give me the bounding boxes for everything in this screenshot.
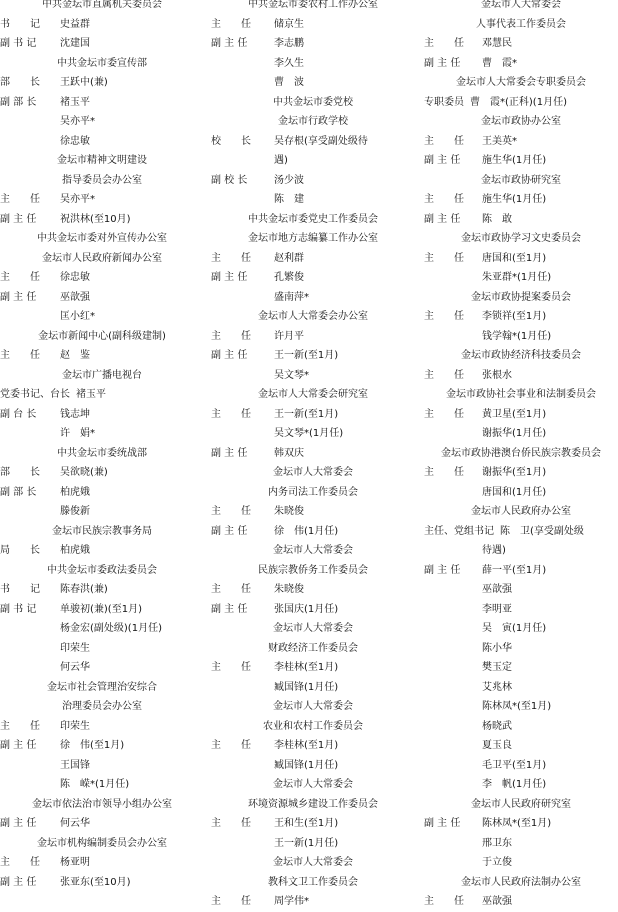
- position-entry: [424, 132, 618, 152]
- position-entry-continued: [211, 834, 415, 854]
- department-heading: 中共金坛市委对外宣传办公室: [37, 233, 167, 244]
- person-name: 黄卫星(至1月): [482, 408, 547, 420]
- position-title: 副 主 任: [424, 818, 461, 829]
- person-name: 曹 霞*(正科)(1月任): [470, 96, 567, 108]
- position-entry: [0, 405, 204, 425]
- person-name: 于立俊: [482, 857, 512, 868]
- department-heading: 内务司法工作委员会: [268, 486, 358, 498]
- position-title: 主 任: [0, 272, 40, 283]
- position-title: 副 主 任: [211, 447, 248, 459]
- person-name: 印荣生: [60, 720, 90, 732]
- position-entry: [211, 268, 415, 288]
- person-name: 王跃中(兼): [60, 77, 108, 88]
- position-entry-continued: [424, 483, 618, 503]
- position-title: 主 任: [424, 135, 464, 147]
- person-name: 薛一平(至1月): [482, 564, 547, 576]
- position-entry: [424, 522, 618, 542]
- position-title: 副 主 任: [424, 57, 461, 69]
- position-title: 副 台 长: [0, 408, 37, 420]
- position-title: 主 任: [424, 311, 464, 322]
- column-left: [0, 0, 204, 892]
- department-heading: 金坛市人大常委会研究室: [258, 389, 368, 400]
- person-name: 柏虎娥: [60, 486, 90, 498]
- position-entry-continued: [424, 834, 618, 854]
- position-title: 主 任: [211, 506, 251, 517]
- department-heading: 金坛市人大常委会: [273, 623, 353, 634]
- department-heading: 民族宗教侨务工作委员会: [258, 564, 368, 576]
- position-entry: [211, 346, 415, 366]
- position-entry: [0, 34, 204, 54]
- position-title: 副 主 任: [211, 38, 248, 49]
- person-name: 臧国锋(1月任): [274, 681, 339, 693]
- person-name: 盛南萍*: [274, 291, 309, 303]
- position-entry-continued: [0, 132, 204, 152]
- department-heading: 指导委员会办公室: [62, 174, 142, 186]
- person-name: 毛卫平(至1月): [482, 759, 547, 771]
- person-name: 张国庆(1月任): [274, 603, 339, 615]
- person-name: 唐国和(至1月): [482, 252, 547, 264]
- position-title: 副 主 任: [0, 876, 37, 888]
- position-entry-continued: [0, 112, 204, 132]
- department-heading: 金坛市政协经济科技委员会: [461, 350, 581, 361]
- person-name: 邢卫东: [482, 837, 512, 849]
- position-title: 副 主 任: [0, 291, 37, 303]
- position-entry: [424, 366, 618, 386]
- position-entry-continued: [0, 639, 204, 659]
- position-entry-continued: [211, 190, 415, 210]
- person-name: 钱学翰*(1月任): [482, 330, 552, 342]
- position-entry-continued: [211, 678, 415, 698]
- person-name: 吴文琴*: [274, 369, 309, 381]
- person-name: 王美英*: [482, 135, 517, 147]
- position-title: 主 任: [424, 896, 464, 907]
- department-heading: 中共金坛市委党校: [273, 96, 353, 108]
- person-name: 施生华(1月任): [482, 194, 547, 205]
- position-entry: [0, 15, 204, 35]
- person-name: 陈 嵘*(1月任): [60, 779, 130, 790]
- person-name: 王国锋: [60, 759, 90, 771]
- position-entry: [0, 873, 204, 893]
- column-right: [424, 0, 618, 912]
- position-entry: [0, 736, 204, 756]
- position-entry-continued: [424, 600, 618, 620]
- position-entry: [0, 814, 204, 834]
- position-title: 党委书记、台长: [0, 389, 70, 400]
- person-name: 李志鹏: [274, 38, 304, 49]
- position-entry: [0, 541, 204, 561]
- person-name: 吴文琴*(1月任): [274, 428, 344, 439]
- position-title: 副 书 记: [0, 38, 37, 49]
- position-title: 主 任: [211, 252, 251, 264]
- person-name: 徐 伟(1月任): [274, 525, 339, 537]
- person-name: 史益群: [60, 18, 90, 30]
- person-name: 朱晓俊: [274, 506, 304, 517]
- position-entry-continued: [424, 619, 618, 639]
- person-name: 张根水: [482, 369, 512, 381]
- position-title: 副 校 长: [211, 174, 248, 186]
- person-name: 谢振华(1月任): [482, 428, 547, 439]
- department-heading: 金坛市社会管理治安综合: [47, 681, 157, 693]
- department-heading: 金坛市政协学习文史委员会: [461, 233, 581, 244]
- department-heading: 金坛市人大常委会专职委员会: [456, 77, 586, 88]
- person-name: 王一新(至1月): [274, 350, 339, 361]
- department-heading: 金坛市广播电视台: [62, 369, 142, 381]
- position-title: 副 书 记: [0, 603, 37, 615]
- department-heading: 金坛市人大常委会: [273, 857, 353, 868]
- person-name: 曹 霞*: [482, 57, 517, 69]
- department-heading: 金坛市人大常委会办公室: [258, 311, 368, 322]
- position-entry-continued: [424, 580, 618, 600]
- position-title: 书 记: [0, 584, 40, 595]
- position-title: 主 任: [424, 194, 464, 205]
- department-heading: 金坛市政协提案委员会: [471, 291, 571, 303]
- position-entry-continued: [424, 756, 618, 776]
- position-title: 主 任: [211, 408, 251, 420]
- department-heading: 人事代表工作委员会: [476, 18, 566, 30]
- position-entry: [0, 580, 204, 600]
- position-title: 副 主 任: [0, 213, 37, 225]
- position-title: 主 任: [424, 369, 464, 381]
- person-name: 杨亚明: [60, 857, 90, 868]
- position-entry-continued: [211, 366, 415, 386]
- position-entry-continued: [0, 775, 204, 795]
- position-entry: [211, 249, 415, 269]
- department-heading: 中共金坛市委农村工作办公室: [248, 0, 378, 10]
- position-entry-continued: [424, 717, 618, 737]
- position-entry: [424, 892, 618, 912]
- person-name: 艾兆林: [482, 681, 512, 693]
- person-name: 施生华(1月任): [482, 155, 547, 166]
- department-heading: 金坛市政协研究室: [481, 174, 561, 186]
- department-heading: 中共金坛市委政法委员会: [47, 564, 157, 576]
- person-name: 王和生(至1月): [274, 818, 339, 829]
- position-entry-continued: [424, 678, 618, 698]
- position-entry: [424, 814, 618, 834]
- position-entry: [424, 463, 618, 483]
- department-heading: 中共金坛市委党史工作委员会: [248, 213, 378, 225]
- position-title: 副 部 长: [0, 486, 37, 498]
- position-title: 主 任: [424, 467, 464, 478]
- position-title: 副 主 任: [0, 818, 37, 829]
- position-entry: [211, 405, 415, 425]
- position-entry: [0, 288, 204, 308]
- department-heading: 金坛市人大常委会: [481, 0, 561, 10]
- person-name: 汤少波: [274, 174, 304, 186]
- department-heading: 中共金坛市直属机关委员会: [42, 0, 162, 10]
- position-entry: [211, 892, 415, 912]
- position-entry: [211, 502, 415, 522]
- person-name: 孔繁俊: [274, 272, 304, 283]
- department-heading: 金坛市人大常委会: [273, 779, 353, 790]
- position-entry: [211, 580, 415, 600]
- department-heading: 金坛市行政学校: [278, 116, 348, 127]
- person-name: 滕俊新: [60, 506, 90, 517]
- position-entry-continued: [0, 658, 204, 678]
- position-title: 副 主 任: [211, 525, 248, 537]
- position-title: 部 长: [0, 467, 40, 478]
- department-heading: 金坛市人大常委会: [273, 701, 353, 712]
- person-name: 张亚东(至10月): [60, 876, 131, 888]
- position-title: 主任、党组书记: [424, 525, 494, 537]
- person-name: 陈 敢: [482, 213, 512, 225]
- position-title: 校 长: [211, 135, 251, 147]
- position-entry-continued: [424, 639, 618, 659]
- person-name: 徐忠敏: [60, 135, 90, 147]
- position-entry: [0, 853, 204, 873]
- position-title: 副 主 任: [211, 272, 248, 283]
- position-entry: [0, 190, 204, 210]
- person-name: 待遇): [482, 545, 506, 556]
- person-name: 谢振华(至1月): [482, 467, 547, 478]
- person-name: 李桂林(至1月): [274, 740, 339, 751]
- person-name: 吴欲晓(兼): [60, 467, 108, 478]
- person-name: 陈 卫(享受副处级: [500, 525, 584, 537]
- department-heading: 金坛市精神文明建设: [57, 155, 147, 166]
- position-entry: [0, 210, 204, 230]
- person-name: 吴存根(享受副处级待: [274, 135, 368, 147]
- position-entry: [211, 34, 415, 54]
- person-name: 何云华: [60, 818, 90, 829]
- department-heading: 金坛市人大常委会: [273, 467, 353, 478]
- position-title: 副 主 任: [424, 155, 461, 166]
- position-title: 主 任: [0, 720, 40, 732]
- department-heading: 环境资源城乡建设工作委员会: [248, 798, 378, 810]
- person-name: 杨晓武: [482, 720, 512, 732]
- position-title: 主 任: [424, 38, 464, 49]
- person-name: 周学伟*: [274, 896, 309, 907]
- person-name: 遇): [274, 155, 288, 166]
- position-entry: [0, 93, 204, 113]
- position-entry: [0, 463, 204, 483]
- position-entry: [0, 268, 204, 288]
- position-entry: [424, 151, 618, 171]
- person-name: 陈春洪(兼): [60, 584, 108, 595]
- department-heading: 金坛市人民政府法制办公室: [461, 876, 581, 888]
- position-entry-continued: [211, 424, 415, 444]
- person-name: 朱晓俊: [274, 584, 304, 595]
- position-entry-continued: [0, 307, 204, 327]
- person-name: 李 帆(1月任): [482, 779, 547, 790]
- person-name: 沈建国: [60, 38, 90, 49]
- position-title: 主 任: [0, 194, 40, 205]
- position-entry-continued: [211, 73, 415, 93]
- position-entry-continued: [211, 151, 415, 171]
- person-name: 李久生: [274, 57, 304, 69]
- department-heading: 金坛市政协社会事业和法制委员会: [446, 389, 596, 400]
- position-title: 主 任: [424, 408, 464, 420]
- position-entry: [211, 171, 415, 191]
- position-entry-continued: [0, 424, 204, 444]
- position-entry: [424, 405, 618, 425]
- person-name: 何云华: [60, 662, 90, 673]
- position-entry-continued: [0, 502, 204, 522]
- position-entry: [424, 307, 618, 327]
- department-heading: 金坛市人民政府新闻办公室: [42, 252, 162, 264]
- position-entry-continued: [424, 327, 618, 347]
- department-heading: 金坛市机构编制委员会办公室: [37, 837, 167, 849]
- person-name: 邓慧民: [482, 38, 512, 49]
- position-entry: [424, 190, 618, 210]
- position-title: 部 长: [0, 77, 40, 88]
- position-entry: [424, 93, 618, 113]
- department-heading: 治理委员会办公室: [62, 701, 142, 712]
- position-title: 副 主 任: [424, 564, 461, 576]
- position-title: 主 任: [211, 330, 251, 342]
- person-name: 钱志坤: [60, 408, 90, 420]
- position-entry: [211, 600, 415, 620]
- person-name: 印荣生: [60, 642, 90, 654]
- position-entry-continued: [211, 54, 415, 74]
- position-title: 副 部 长: [0, 96, 37, 108]
- position-entry: [424, 561, 618, 581]
- position-entry: [211, 736, 415, 756]
- position-entry-continued: [424, 736, 618, 756]
- position-title: 主 任: [211, 662, 251, 673]
- position-entry: [0, 73, 204, 93]
- position-entry-continued: [424, 658, 618, 678]
- position-entry: [0, 385, 204, 405]
- position-entry: [0, 717, 204, 737]
- position-title: 主 任: [211, 18, 251, 30]
- position-entry-continued: [424, 697, 618, 717]
- position-entry: [424, 34, 618, 54]
- person-name: 李锁祥(至1月): [482, 311, 547, 322]
- person-name: 陈小华: [482, 642, 512, 654]
- position-title: 副 主 任: [424, 213, 461, 225]
- person-name: 曹 波: [274, 77, 304, 88]
- department-heading: 中共金坛市委统战部: [57, 447, 147, 459]
- position-title: 主 任: [211, 896, 251, 907]
- person-name: 徐 伟(至1月): [60, 740, 125, 751]
- department-heading: 教科文卫工作委员会: [268, 876, 358, 888]
- person-name: 杨金宏(副处级)(1月任): [60, 623, 162, 634]
- person-name: 巫歆强: [482, 584, 512, 595]
- position-entry: [211, 814, 415, 834]
- department-heading: 金坛市民族宗教事务局: [52, 525, 152, 537]
- position-entry-continued: [211, 288, 415, 308]
- person-name: 樊玉定: [482, 662, 512, 673]
- person-name: 韩双庆: [274, 447, 304, 459]
- person-name: 祝洪林(至10月): [60, 213, 131, 225]
- position-entry-continued: [424, 775, 618, 795]
- position-entry: [0, 600, 204, 620]
- department-heading: 财政经济工作委员会: [268, 642, 358, 654]
- position-entry-continued: [424, 541, 618, 561]
- person-name: 李明亚: [482, 603, 512, 615]
- position-entry: [211, 15, 415, 35]
- position-entry-continued: [424, 853, 618, 873]
- person-name: 褚玉平: [60, 96, 90, 108]
- person-name: 唐国和(1月任): [482, 486, 547, 498]
- person-name: 臧国锋(1月任): [274, 759, 339, 771]
- position-title: 主 任: [0, 350, 40, 361]
- person-name: 王一新(1月任): [274, 837, 339, 849]
- person-name: 吴亦平*: [60, 116, 95, 127]
- person-name: 褚玉平: [76, 389, 106, 400]
- person-name: 巫歆强: [60, 291, 90, 303]
- position-title: 主 任: [211, 584, 251, 595]
- position-entry: [211, 522, 415, 542]
- person-name: 吴 寅(1月任): [482, 623, 547, 634]
- person-name: 许 娟*: [60, 428, 95, 439]
- department-heading: 金坛市地方志编纂工作办公室: [248, 233, 378, 244]
- person-name: 柏虎娥: [60, 545, 90, 556]
- position-title: 副 主 任: [0, 740, 37, 751]
- position-entry-continued: [211, 756, 415, 776]
- person-name: 匡小红*: [60, 311, 95, 322]
- department-heading: 金坛市人民政府办公室: [471, 506, 571, 517]
- position-entry-continued: [424, 424, 618, 444]
- person-name: 陈林凤*(至1月): [482, 818, 552, 829]
- person-name: 许月平: [274, 330, 304, 342]
- position-entry: [424, 249, 618, 269]
- position-entry: [211, 132, 415, 152]
- column-middle: [211, 0, 415, 912]
- person-name: 赵 鉴: [60, 350, 90, 361]
- person-name: 储京生: [274, 18, 304, 30]
- position-entry-continued: [0, 619, 204, 639]
- position-title: 主 任: [0, 857, 40, 868]
- position-title: 主 任: [211, 818, 251, 829]
- person-name: 单骏初(兼)(至1月): [60, 603, 142, 615]
- department-heading: 金坛市人大常委会: [273, 545, 353, 556]
- position-entry: [424, 54, 618, 74]
- department-heading: 金坛市人民政府研究室: [471, 798, 571, 810]
- position-entry: [211, 658, 415, 678]
- position-title: 局 长: [0, 545, 40, 556]
- department-heading: 金坛市政协办公室: [481, 116, 561, 127]
- department-heading: 金坛市依法治市领导小组办公室: [32, 798, 172, 810]
- position-entry-continued: [0, 756, 204, 776]
- person-name: 赵利群: [274, 252, 304, 264]
- person-name: 王一新(至1月): [274, 408, 339, 420]
- department-heading: 金坛市政协港澳台侨民族宗教委员会: [441, 447, 601, 459]
- position-title: 主 任: [424, 252, 464, 264]
- position-entry: [211, 327, 415, 347]
- department-heading: 中共金坛市委宣传部: [57, 57, 147, 69]
- department-heading: 金坛市新闻中心(副科级建制): [38, 330, 166, 342]
- position-title: 专职委员: [424, 96, 464, 108]
- position-entry: [424, 210, 618, 230]
- person-name: 巫歆强: [482, 896, 512, 907]
- position-title: 书 记: [0, 18, 40, 30]
- person-name: 陈 建: [274, 194, 304, 205]
- person-name: 夏玉良: [482, 740, 512, 751]
- person-name: 吴亦平*: [60, 194, 95, 205]
- position-title: 副 主 任: [211, 603, 248, 615]
- person-name: 朱亚群*(1月任): [482, 272, 552, 283]
- position-entry: [0, 483, 204, 503]
- position-entry-continued: [424, 268, 618, 288]
- position-title: 主 任: [211, 740, 251, 751]
- person-name: 李桂林(至1月): [274, 662, 339, 673]
- person-name: 陈林凤*(至1月): [482, 701, 552, 712]
- department-heading: 农业和农村工作委员会: [263, 720, 363, 732]
- position-entry: [0, 346, 204, 366]
- person-name: 徐忠敏: [60, 272, 90, 283]
- position-entry: [211, 444, 415, 464]
- position-title: 副 主 任: [211, 350, 248, 361]
